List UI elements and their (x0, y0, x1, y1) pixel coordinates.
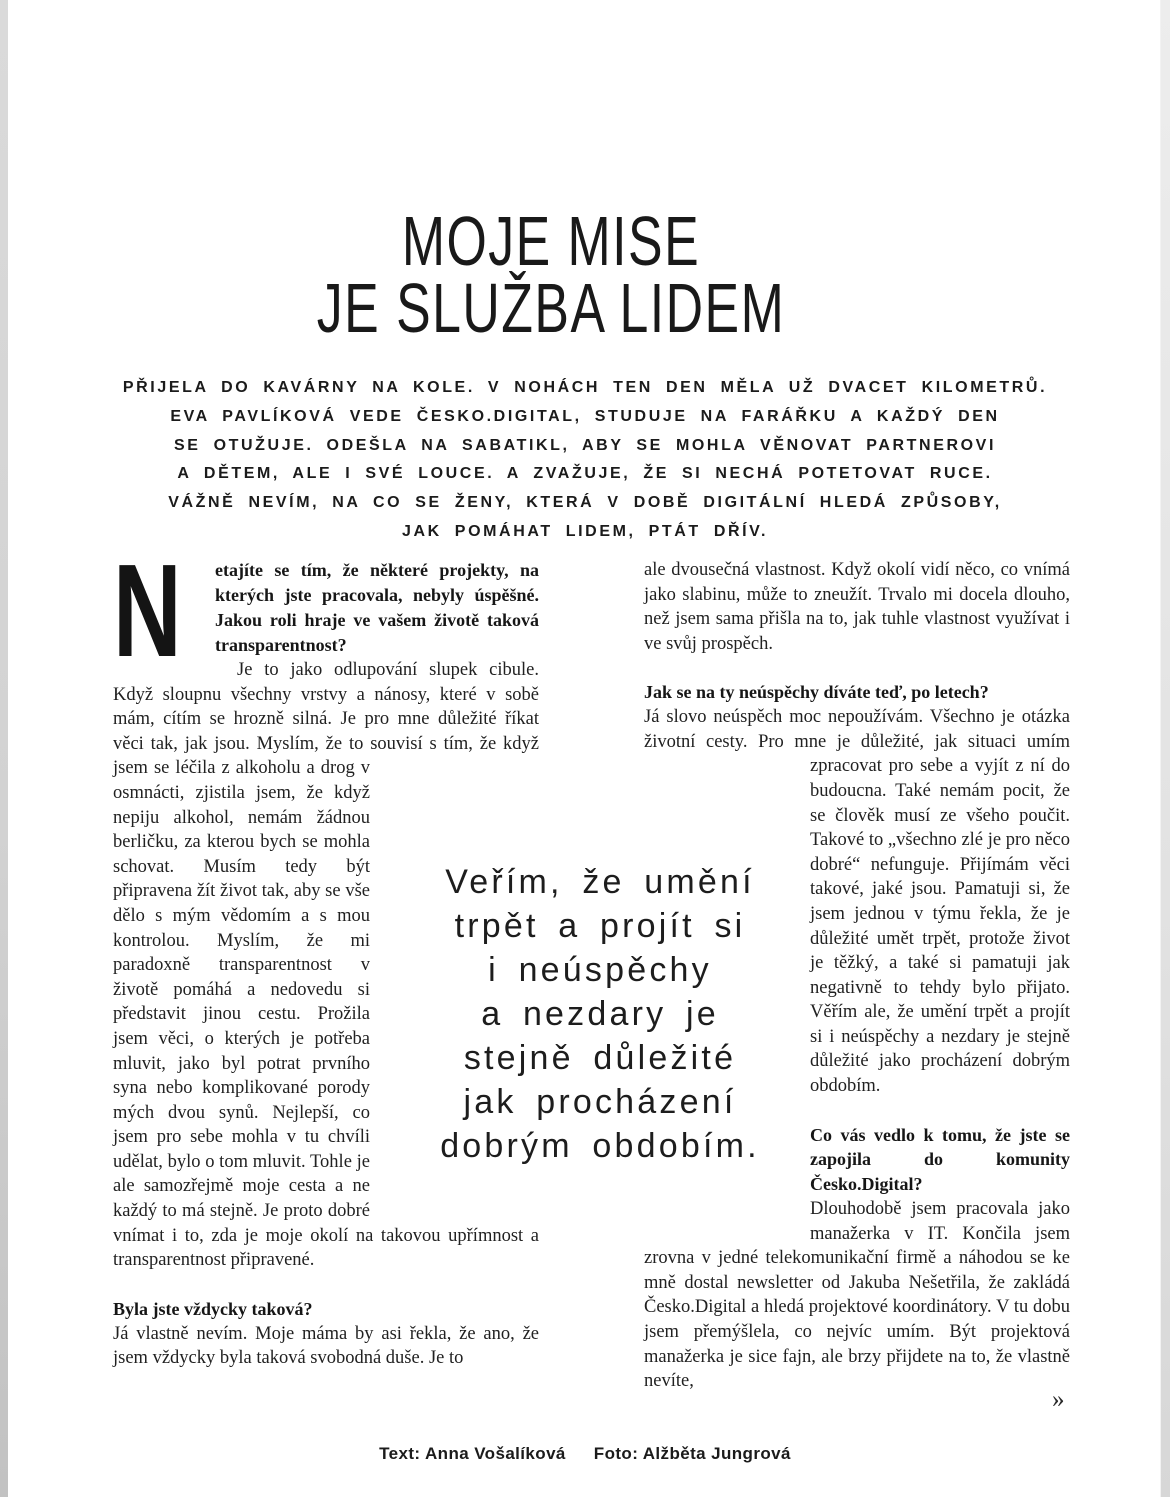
photo-credit: Foto: Alžběta Jungrová (593, 1444, 791, 1463)
answer-text: budoucna. Také nemám pocit, že se člověk musí ze všeho poučit. Takové to „všechno zlé je pro něco dobré“ nefunguje. Přijímám věci takové, jaké jsou. Pamatuji si, že jsem jednou v týmu řekla, že je důležité umět trpět, protože život je těžký, a také si pamatuji jak negativně to tehdy bylo přijato. Věřím ale, že umění trpět a projít si i neúspěchy a nezdary je stejně důležité jako procházení dobrým obdobím. (810, 780, 1070, 1097)
article-lede (115, 374, 1055, 547)
page-scan-edge-right (1160, 0, 1170, 1497)
continuation-arrow: » (1052, 1386, 1065, 1413)
article-title (118, 202, 984, 347)
interview-answer: ale dvousečná vlastnost. Když okolí vidí něco, co vnímá jako slabinu, může to zneužít. Trvalo mi docela dlouho, než jsem sama přišla na to, jak tuhle vlastnost využívat i ve svůj prospěch. (644, 560, 1070, 654)
dropcap: N (113, 537, 182, 684)
pull-quote-line: trpět a projít si (454, 907, 746, 945)
text-credit: Text: Anna Vošalíková (379, 1444, 566, 1463)
lede-line: EVA PAVLÍKOVÁ VEDE ČESKO.DIGITAL, STUDUJE NA FARÁŘKU A KAŽDÝ DEN (170, 407, 1000, 425)
answer-text: Já slovo neúspěch moc nepoužívám. Všechno je otázka životní cesty. Pro mne je důležité, jak situaci umím zpracovat pro sebe a vyjít z ní do (644, 707, 1070, 777)
lede-line: VÁŽNĚ NEVÍM, NA CO SE ŽENY, KTERÁ V DOBĚ DIGITÁLNÍ HLEDÁ ZPŮSOBY, (168, 494, 1002, 512)
pull-quote-line: jak procházení (463, 1083, 737, 1121)
lede-line: PŘIJELA DO KAVÁRNY NA KOLE. V NOHÁCH TEN DEN MĚLA UŽ DVACET KILOMETRŮ. (122, 379, 1048, 396)
pull-quote (388, 860, 812, 1168)
pull-quote-line: stejně důležité (463, 1039, 737, 1077)
interview-question (113, 537, 539, 684)
interview-question: Byla jste vždycky taková? (113, 1298, 313, 1319)
interview-answer: Dlouhodobě jsem pracovala jako manažerka v IT. Končila jsem zrovna v jedné telekomunikační firmě a náhodou se ke mně dostal newsletter od Jakuba Nešetřila, že zakládá Česko.Digital a hledá projektové koordinátory. V tu dobu jsem přemýšlela, co nejvíc umím. Být projektová manažerka je sice fajn, ale brzy přijdete na to, že vlastně nevíte, (644, 1199, 1070, 1392)
pull-quote-line: Veřím, že umění (445, 863, 755, 901)
lede-line: A DĚTEM, ALE I SVÉ LOUCE. A ZVAŽUJE, ŽE SI NECHÁ POTETOVAT RUCE. (177, 465, 993, 483)
answer-text: Je to jako odlupování slupek cibule. Když sloupnu všechny vrstvy a nánosy, které v sobě mám, cítím se hrozně silná. Je pro mne důležité říkat věci tak, jak jsou. Myslím, že to souvisí s tím, že když jsem se léčila z alkoholu a drog (113, 660, 539, 779)
lede-line: JAK POMÁHAT LIDEM, PTÁT DŘÍV. (401, 522, 769, 540)
answer-text: v osmnácti, zjistila jsem, že když nepiju alkohol, nemám žádnou berličku, za kterou bych se mohla schovat. Musím tedy být připravena žít život tak, aby se vše dělo s mým vědomím a s mou kontrolou. Myslím, že mi paradoxně transparentnost v životě pomáhá a nedovedu si představit jinou cestu. Prožila jsem věci, o kterých je potřeba mluvit, jako byl potrat prvního syna nebo komplikované porody mých dvou synů. Nejlepší, co jsem pro sebe mohla v tu chvíli udělat, bylo o tom mluvit. Tohle je ale samozřejmě moje cesta a ne každý to má stejně. Je proto dobré vnímat i to, zda je moje okolí na takovou upřímnost a transparentnost připravené. (113, 758, 539, 1271)
interview-answer: Já vlastně nevím. Moje máma by asi řekla, že ano, že jsem vždycky byla taková svobodná duše. Je to (113, 1323, 539, 1369)
article-title-line-1: MOJE MISE (401, 202, 701, 280)
pull-quote-line: a nezdary je (481, 995, 719, 1033)
interview-question-text: etajíte se tím, že některé projekty, na kterých jste pracovala, nebyly úspěšné. Jakou roli hraje ve vašem životě taková transparentnost? (215, 560, 539, 655)
lede-line: SE OTUŽUJE. ODEŠLA NA SABATIKL, ABY SE MOHLA VĚNOVAT PARTNEROVI (174, 436, 996, 454)
pull-quote-line: dobrým obdobím. (440, 1127, 760, 1165)
interview-question: Co vás vedlo k tomu, že jste se zapojila do komunity Česko.Digital? (810, 1124, 1070, 1195)
interview-question: Jak se na ty neúspěchy díváte teď, po letech? (644, 682, 989, 703)
pull-quote-line: i neúspěchy (488, 951, 712, 989)
credits (0, 1444, 1170, 1464)
page-scan-edge-left (0, 0, 8, 1497)
article-title-line-2: JE SLUŽBA LIDEM (316, 269, 786, 347)
